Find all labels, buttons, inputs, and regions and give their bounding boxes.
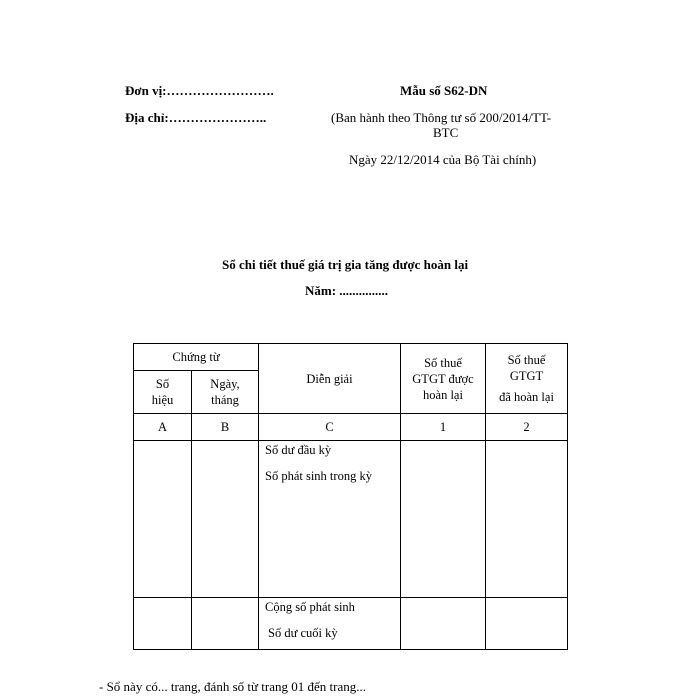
total-cell-voucher-no	[134, 598, 192, 650]
voucher-date-header: Ngày, tháng	[192, 371, 259, 414]
opening-balance-label: Số dư đầu kỳ	[265, 443, 332, 457]
footer-note: - Sổ này có... trang, đánh số từ trang 01 đến trang...	[99, 679, 366, 694]
unit-label: Đơn vị:…………………….	[125, 83, 274, 98]
code-1: 1	[401, 414, 486, 441]
total-cell-vat-refundable	[401, 598, 486, 650]
code-b: B	[192, 414, 259, 441]
body-cell-description	[259, 441, 401, 598]
body-cell-vat-refunded	[486, 441, 568, 598]
description-header: Diễn giải	[259, 344, 401, 414]
form-code: Mẫu số S62-DN	[400, 83, 488, 98]
address-label: Địa chỉ:…………………..	[125, 110, 267, 125]
code-2: 2	[486, 414, 568, 441]
total-cell-description	[259, 598, 401, 650]
total-cell-vat-refunded	[486, 598, 568, 650]
total-arising-label: Cộng số phát sinh	[265, 600, 355, 614]
body-cell-voucher-no	[134, 441, 192, 598]
vat-refunded-header: Số thuế GTGT đã hoàn lại	[486, 344, 568, 414]
voucher-group-header: Chứng từ	[134, 344, 259, 371]
code-a: A	[134, 414, 192, 441]
page-title: Sổ chi tiết thuế giá trị gia tăng được hoàn lại	[222, 257, 469, 272]
issued-by-line1: (Ban hành theo Thông tư số 200/2014/TT-	[331, 110, 552, 125]
closing-balance-label: Số dư cuối kỳ	[268, 626, 338, 640]
vat-refundable-header: Số thuế GTGT được hoàn lại	[401, 344, 486, 414]
body-cell-voucher-date	[192, 441, 259, 598]
body-cell-vat-refundable	[401, 441, 486, 598]
year-label: Năm: ...............	[305, 283, 389, 298]
voucher-number-header: Số hiệu	[134, 371, 192, 414]
ledger-table	[133, 343, 568, 650]
code-c: C	[259, 414, 401, 441]
total-cell-voucher-date	[192, 598, 259, 650]
issued-date: Ngày 22/12/2014 của Bộ Tài chính)	[349, 152, 537, 167]
period-arising-label: Số phát sinh trong kỳ	[265, 469, 372, 483]
issued-by-line2: BTC	[433, 125, 459, 140]
